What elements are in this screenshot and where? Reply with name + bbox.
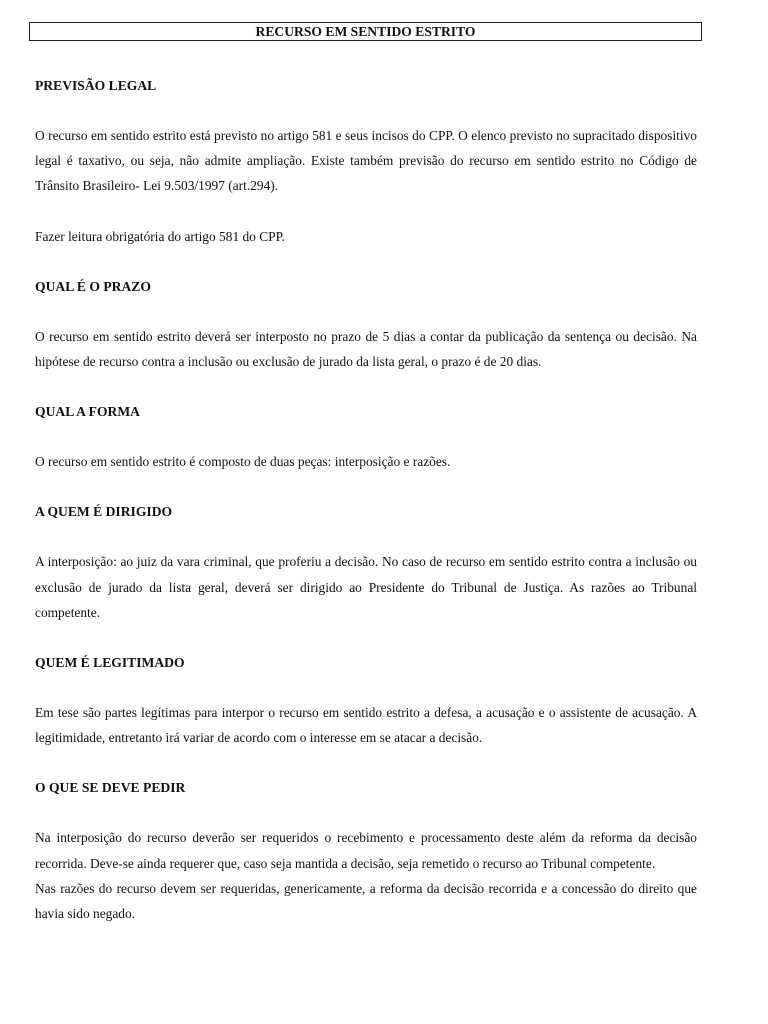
section-heading: QUAL A FORMA [35, 404, 140, 420]
paragraph: O recurso em sentido estrito deverá ser interposto no prazo de 5 dias a contar da publicação da sentença ou decisão. Na hipótese de recurso contra a inclusão ou exclusão de jurado da lista geral, o prazo é de 20 dias. [35, 328, 697, 370]
section-heading: O QUE SE DEVE PEDIR [35, 780, 186, 796]
paragraph: Em tese são partes legítimas para interpor o recurso em sentido estrito a defesa, a acusação e o assistente de acusação. A legitimidade, entretanto irá variar de acordo com o interesse em se atacar a decisão. [35, 705, 697, 746]
document-title: RECURSO EM SENTIDO ESTRITO [29, 22, 702, 41]
paragraph: Fazer leitura obrigatória do artigo 581 do CPP. [35, 228, 285, 244]
paragraph: Nas razões do recurso devem ser requeridas, genericamente, a reforma da decisão recorrida e a concessão do direito que havia sido negado. [35, 880, 697, 922]
section-heading: QUAL É O PRAZO [35, 278, 151, 294]
paragraph: Na interposição do recurso deverão ser requeridos o recebimento e processamento deste além da reforma da decisão recorrida. Deve-se ainda requerer que, caso seja mantida a decisão, seja remetido o recurso ao Tribunal competente. [35, 830, 697, 871]
paragraph: A interposição: ao juiz da vara criminal, que proferiu a decisão. No caso de recurso em sentido estrito contra a inclusão ou exclusão de jurado da lista geral, deverá ser dirigido ao Presidente do Tribunal de Justiça. As razões ao Tribunal competente. [35, 554, 697, 620]
section-heading: QUEM É LEGITIMADO [35, 655, 185, 671]
paragraph: O recurso em sentido estrito é composto de duas peças: interposição e razões. [35, 454, 451, 470]
paragraph: O recurso em sentido estrito está previsto no artigo 581 e seus incisos do CPP. O elenco previsto no supracitado dispositivo legal é taxativo, ou seja, não admite ampliação. Existe também previsão do recurso em sentido estrito no Código de Trânsito Brasileiro- Lei 9.503/1997 (art.294). [35, 128, 697, 194]
document-body [35, 73, 697, 926]
section-heading: A QUEM É DIRIGIDO [35, 504, 173, 520]
section-heading: PREVISÃO LEGAL [35, 78, 157, 93]
